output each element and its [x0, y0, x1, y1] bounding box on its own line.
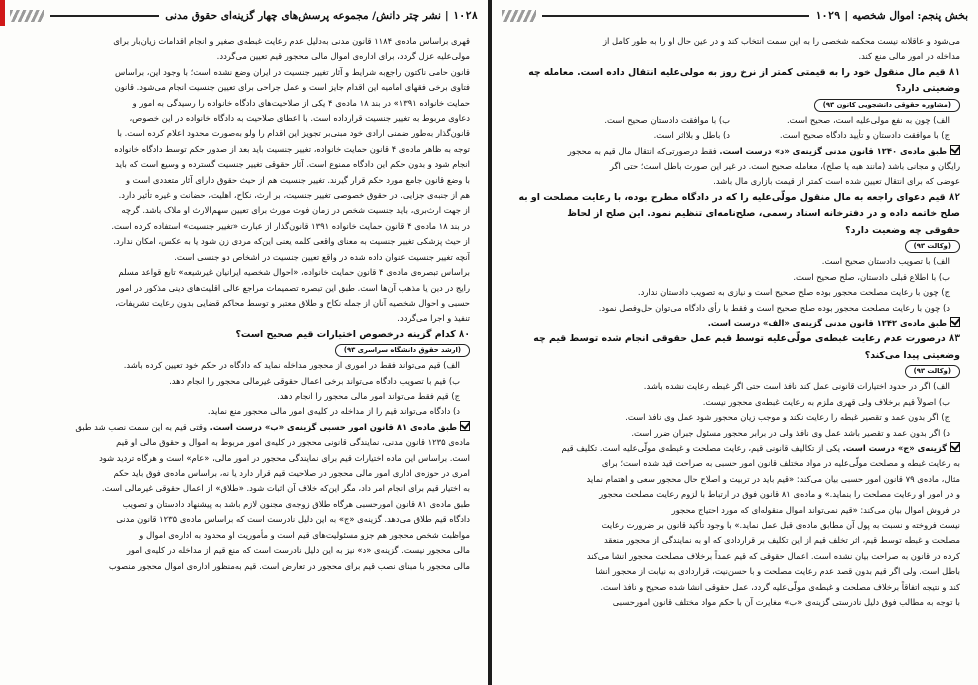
left-page — [0, 0, 488, 685]
text-line: قهری براساس ماده‌ی ۱۱۸۴ قانون مدنی به‌دلیل عدم رعایت غبطه‌ی صغیر و انجام اقدامات زیان‌بار برای — [113, 36, 470, 46]
text-line: با وضع قانون جامع مورد حکم قرار گیرند. تغییر جنسیت هم از حیث حقوق دارای آثار متعددی است و — [125, 174, 470, 185]
question-text: وضعیتی دارد؟ — [895, 83, 960, 95]
option-jim: ج) با موافقت دادستان و تأیید دادگاه صحیح است. — [779, 130, 950, 141]
text-line: انجام شود و بدون حکم این دادگاه ممنوع است. آثار حقوقی تغییر جنسیت گسترده و وسیع است که باید — [115, 159, 470, 170]
question-text: درصورت عدم رعایت غبطه‌ی مولّی‌علیه توسط قیم عمل حقوقی انجام شده توسط قیم چه — [533, 333, 946, 345]
explanation-text: وقتی قیم به این سمت نصب شد طبق — [75, 421, 207, 432]
text-line: حسبی و احوال شخصیه آنان از جمله نکاح و طلاق معتبر و توسط محاکم قضایی بدون رعایت تشریفات، — [115, 297, 470, 308]
text-line: مصلحت و غبطه توسط قیم، اثر تخلف قیم از این تکلیف بر قراردادی که او به نمایندگی از محجور منعقد — [604, 535, 960, 546]
option-jim: ج) قیم فقط می‌تواند امور مالی محجور را انجام دهد. — [277, 391, 460, 402]
header-stripes-icon — [502, 10, 536, 22]
option-alef: الف) چون به نفع مولی‌علیه است، صحیح است. — [786, 114, 950, 125]
text-line: در فروش اموال بیان می‌کند: «قیم نمی‌تواند اموال منقوله‌ای که مورد احتیاج محجور — [671, 504, 960, 515]
question-text: حقوقی چه وضعیت دارد؟ — [845, 224, 960, 236]
header-rule — [542, 15, 809, 17]
text-line: می‌شود و عاقلانه نیست محکمه شخصی را به این سمت انتخاب کند و در عین حال او را به طور کامل از — [602, 36, 960, 46]
option-dal: د) اگر بدون عمد و تقصیر باشد عمل وی نافذ ولی در برابر محجور مسئول جبران ضرر است. — [631, 427, 950, 438]
text-line: مالی محجور نیست. گزینه‌ی «د» نیز به این دلیل نادرست است که منع قیم از مداخله در کلیه‌ی امور — [126, 545, 470, 556]
text-line: دعاوی مربوط به تغییر جنسیت قرارداده است. با اعطای صلاحیت به دادگاه خانواده در این خصوص، — [129, 113, 470, 124]
left-paragraph-lines — [18, 34, 470, 327]
text-line: حمایت خانواده ۱۳۹۱» در بند ۱۸ ماده‌ی ۴ یکی از صلاحیت‌های دادگاه خانواده را رسیدگی به امور و — [132, 97, 470, 108]
option-be: ب) با اطلاع قبلی دادستان، صلح صحیح است. — [793, 271, 950, 282]
text-line: به رعایت غبطه و مصلحت مولّی‌علیه در مواد مختلف قانون امور حسبی به صراحت قید شده است؛ برای — [601, 458, 960, 469]
option-dal: د) باطل و بلااثر است. — [653, 130, 730, 141]
left-page-body — [18, 34, 470, 681]
option-be: ب) قیم با تصویب دادگاه می‌تواند برخی اعمال حقوقی غیرمالی محجور را انجام دهد. — [169, 375, 460, 386]
text-line: تنفیذ و اجرا می‌گردد. — [397, 313, 470, 324]
option-alef: الف) اگر در حدود اختیارات قانونی عمل کند نافذ است حتی اگر غبطه رعایت نشده باشد. — [643, 381, 950, 392]
left-page-header: ۱۰۲۸ | نشر چتر دانش/ مجموعه پرسش‌های چهار گزینه‌ای حقوق مدنی — [10, 6, 478, 26]
text-line: کند و نتیجه اتفاقاً برخلاف مصلحت و غبطه‌ی مولّی‌علیه گردد، عمل حقوقی انشا شده صحیح و نافذ است. — [600, 581, 960, 592]
text-line: قانون‌گذار به‌طور ضمنی ارادی خود مبنی‌بر تجویز این اقدام را ولو به‌صورت محدود اعلام کرده است. با — [117, 128, 470, 139]
text-line: مولی‌علیه عزل گردد، برای اداره‌ی اموال مالی محجور قیم تعیین می‌گردد. — [216, 51, 470, 62]
question-82 — [510, 190, 960, 332]
answer-line — [18, 420, 470, 435]
text-line: باطل است. ولی اگر قیم بدون قصد عدم رعایت مصلحت و با حسن‌نیت، قراردادی به نیابت از محجور انشا — [595, 566, 960, 577]
question-source-badge: (وکالت ۹۳) — [905, 240, 960, 253]
check-icon — [950, 442, 960, 452]
question-source-badge: (مشاوره حقوقی دانشجویی کانون ۹۳) — [814, 99, 960, 112]
question-number: ۸۰ — [458, 328, 470, 340]
right-page — [492, 0, 978, 685]
question-text: کدام گزینه درخصوص اختیارات قیم صحیح است؟ — [235, 328, 456, 340]
question-80 — [18, 327, 470, 574]
text-line: رایج در دین یا مذهب آن‌ها است. طبق این تبصره تصمیمات مراجع عالی اقلیت‌های دینی مذکور در امور — [116, 282, 470, 293]
red-margin-mark — [0, 0, 5, 26]
option-be: ب) اصولاً قیم برخلاف ولی قهری ملزم به رعایت غبطه‌ی محجور نیست. — [702, 396, 950, 407]
question-text: قیم مال منقول خود را به قیمتی کمتر از نرخ روز به مولی‌علیه انتقال داده است. معامله چه — [528, 66, 946, 78]
right-page-body — [510, 34, 960, 681]
text-line: از جهت ارث‌بری، باید جنسیت شخص در زمان فوت مورث برای تعیین سهم‌الارث او ملاک باشد. گرچه — [121, 205, 470, 216]
option-jim: ج) اگر بدون عمد و تقصیر غبطه را رعایت نکند و موجب زیان محجور شود عمل وی نافذ است. — [625, 412, 950, 423]
question-83-stem — [510, 331, 960, 348]
text-line: قانون حامی ناکتون راجع‌به شرایط و آثار تغییر جنسیت در ایران وضع نشده است؛ با وجود این، براساس — [115, 66, 470, 77]
text-line: ماده‌ی ۱۲۳۵ قانون مدنی، نمایندگی قانونی محجور در کلیه‌ی امور مربوط به اموال و حقوق مالی او قیم — [116, 437, 470, 448]
answer-line — [510, 441, 960, 456]
right-header-title: بخش پنجم: اموال شخصیه — [852, 10, 968, 22]
text-line: در بند ۱۸ ماده‌ی ۴ قانون حمایت خانواده ۱۳۹۱ قانون‌گذار از عبارت «تغییر جنسیت» استفاده کرده است. — [111, 220, 470, 231]
check-icon — [460, 421, 470, 431]
left-header-title: نشر چتر دانش/ مجموعه پرسش‌های چهار گزینه‌ای حقوق مدنی — [165, 10, 441, 22]
right-page-header: بخش پنجم: اموال شخصیه | ۱۰۲۹ — [502, 6, 968, 26]
check-icon — [950, 145, 960, 155]
question-source-badge: (وکالت ۹۳) — [905, 365, 960, 378]
text-line: از حیث پزشکی تغییر جنسیت به معنای واقعی کلمه یعنی این‌که مردی زن شود یا به عکس، امکان ندارد. — [113, 236, 470, 247]
question-text: وضعیتی پیدا می‌کند؟ — [864, 349, 960, 361]
answer-text: گزینه‌ی «ج» درست است. — [842, 443, 947, 453]
option-dal: د) چون با رعایت مصلحت محجور بوده صلح صحیح است و فقط با رأی دادگاه می‌توان حل‌وفصل نمود. — [598, 302, 950, 313]
text-line: براساس تبصره‌ی ماده‌ی ۴ قانون حمایت خانواده، «احوال شخصیه ایرانیان غیرشیعه» تابع قواعد مسلم — [118, 267, 470, 278]
check-icon — [950, 317, 960, 327]
text-line: رایگان و مجانی باشد (مانند هبه یا صلح)، معامله صحیح است. در غیر این صورت باطل است؛ حتی اگر — [609, 161, 960, 172]
option-alef: الف) با تصویب دادستان صحیح است. — [821, 256, 950, 267]
text-line: امری در حوزه‌ی اداری امور مالی محجور در صلاحیت قیم قرار دارد یا نه، براساس ماده‌ی فوق باید حکم — [113, 468, 470, 479]
text-line: کرده در قانون به صراحت بیان نشده است. اعمال حقوقی که قیم عمداً برخلاف مصلحت محجور انشا می‌کند — [586, 550, 960, 561]
text-line: مالی محجور با مبنای نصب قیم برای محجور در تعارض است. قیم به‌منظور اداره‌ی اموال محجور منصوب — [108, 560, 470, 571]
right-page-number: ۱۰۲۹ — [815, 10, 841, 22]
text-line: توجه به ظاهر ماده‌ی ۴ قانون حمایت خانواده، تغییر جنسیت باید بعد از صدور حکم توسط دادگاه خانواده — [114, 143, 470, 154]
answer-text: طبق ماده‌ی ۱۲۴۲ قانون مدنی گزینه‌ی «الف» درست است. — [707, 317, 947, 328]
answer-text: طبق ماده‌ی ۸۱ قانون امور حسبی گزینه‌ی «ب» درست است. — [209, 421, 457, 432]
question-number: ۸۲ — [948, 191, 960, 203]
text-line: است. براساس این ماده اختیارات قیم برای نمایندگی محجور در امور مالی، «عام» است و هرگاه تردید شود — [99, 452, 470, 463]
option-be: ب) با موافقت دادستان صحیح است. — [604, 114, 730, 125]
text-line: طبق ماده‌ی ۸۱ قانون امورحسبی هرگاه طلاق زوجه‌ی مجنون لازم باشد به پیشنهاد دادستان و تصویب — [122, 498, 470, 509]
options-row — [510, 113, 960, 128]
explanation-text: فقط درصورتی‌که انتقال مال قیم به محجور — [567, 145, 717, 156]
question-number: ۸۱ — [948, 66, 960, 78]
text-line: مداخله در امور مالی منع کند. — [858, 51, 960, 62]
answer-line — [510, 316, 960, 331]
text-line: به اختیار قیم برای انجام امر داد، مگر این‌که خلاف آن اثبات شود. «طلاق» از اعمال حقوقی غیرمالی است. — [101, 483, 470, 494]
text-line: دادگاه قیم طلاق می‌دهد. گزینه‌ی «ج» به این دلیل نادرست است که براساس ماده‌ی ۱۲۳۵ قانون مدنی — [116, 514, 470, 525]
question-81-stem — [510, 65, 960, 82]
question-80-stem — [18, 327, 470, 344]
options-row — [510, 128, 960, 143]
left-page-number: ۱۰۲۸ — [452, 10, 478, 22]
text-line: و در امور او رعایت مصلحت را بنماید.» و ماده‌ی ۸۱ قانون فوق در ارتباط با لزوم رعایت مصلحت محجور — [599, 489, 960, 500]
text-line: مواظبت شخص محجور هم جزو مسئولیت‌های قیم است و مأموریت او محدود به اداره‌ی اموال و — [139, 529, 470, 540]
option-jim: ج) چون با رعایت مصلحت محجور بوده صلح صحیح است و نیازی به تصویب دادستان ندارد. — [637, 287, 950, 298]
question-text: قیم دعوای راجعه به مال منقول مولّی‌علیه را که در دادگاه مطرح بوده، با رعایت مصلحت او به — [518, 191, 946, 203]
question-81 — [510, 65, 960, 190]
answer-text: طبق ماده‌ی ۱۲۴۰ قانون مدنی گزینه‌ی «د» درست است. — [719, 145, 947, 156]
text-line: مثال، ماده‌ی ۷۹ قانون امور حسبی بیان می‌کند: «قیم باید در تربیت و اصلاح حال محجور سعی و اهتمام نماید — [586, 473, 960, 484]
option-alef: الف) قیم می‌تواند فقط در اموری از محجور مداخله نماید که دادگاه در حکم خود تعیین کرده باشد. — [123, 360, 460, 371]
text-line: نیست فروخته و نسبت به پول آن مطابق ماده‌ی قبل عمل نماید.» با وجود تأکید قانون بر ضرورت رعایت — [601, 520, 960, 531]
explanation-text: یکی از تکالیف قانونی قیم، رعایت مصلحت و غبطه‌ی مولّی‌علیه است. تکلیف قیم — [561, 443, 840, 453]
text-line: عوضی که برای انتقال تعیین شده است کمتر از قیمت بازاری مال باشد. — [713, 176, 960, 187]
question-number: ۸۳ — [948, 333, 960, 345]
text-line: با توجه به مطالب فوق دلیل نادرستی گزینه‌ی «ب» مغایرت آن با حکم مواد مختلف قانون امورحسبی — [612, 597, 960, 608]
header-stripes-icon — [10, 10, 44, 22]
text-line: آنچه تغییر جنسیت عنوان داده شده در واقع تعیین جنسیت در اشخاص دو جنسی است. — [174, 251, 470, 262]
text-line: هم از جنبه‌ی جزایی. در حقوق خصوصی تغییر جنسیت، بر ارث، نکاح، اهلیت، حضانت و غیره تأثیر دارد. — [118, 190, 470, 201]
option-dal: د) دادگاه می‌تواند قیم را از مداخله در کلیه‌ی امور مالی محجور منع نماید. — [207, 406, 460, 417]
question-source-badge: (ارشد حقوق دانشگاه سراسری ۹۳) — [335, 344, 470, 357]
question-text: صلح خاتمه داده و در دفترخانه اسناد رسمی، صلح‌نامه‌ای تنظیم نمود. این صلح از لحاظ — [567, 208, 960, 220]
question-82-stem — [510, 190, 960, 207]
header-rule — [50, 15, 159, 17]
question-83 — [510, 331, 960, 610]
answer-line — [510, 144, 960, 159]
text-line: فتاوی برخی فقهای امامیه این اقدام جایز است و عمل جراحی برای تعیین جنسیت انجام می‌شود. قانون — [114, 82, 470, 93]
